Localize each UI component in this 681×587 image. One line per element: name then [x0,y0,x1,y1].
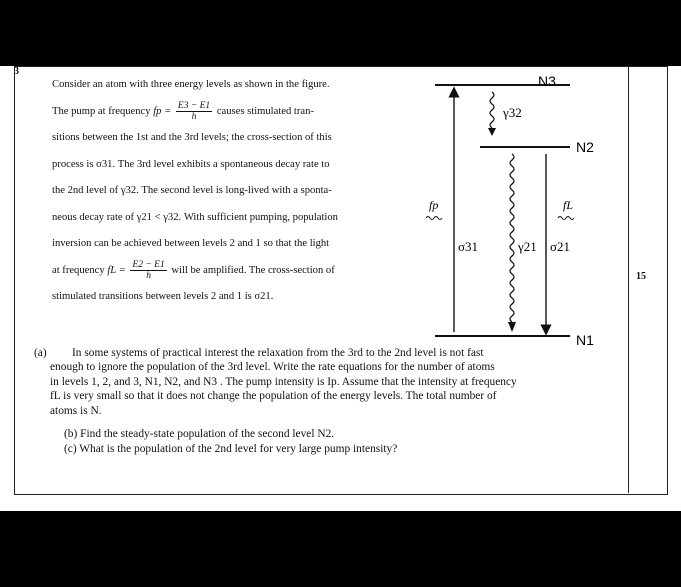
level-n1-label: N1 [576,332,594,348]
gamma21-label: γ21 [518,239,537,254]
pump-frequency-symbol: fp = [153,105,172,117]
intro-line: the 2nd level of γ32. The second level is long-lived with a sponta- [52,185,332,196]
marks-value: 15 [636,271,646,282]
intro-line-pump: The pump at frequency fp = $\frac{E3 - E1}{h}$ causes stimulated tran- [52,100,314,122]
fp-label: fp [429,198,439,212]
energy-level-diagram [420,66,630,366]
part-b: (b) Find the steady-state population of the second level N2. [64,428,335,440]
fp-wave-icon [426,217,442,220]
sigma31-label: σ31 [458,239,479,254]
intro-paragraph [52,72,402,311]
part-c: (c) What is the population of the 2nd level for very large pump intensity? [64,443,398,455]
gamma32-label: γ32 [503,105,522,120]
intro-line: stimulated transitions between levels 2 and 1 is σ21. [52,291,274,302]
decay-32-arrowhead [488,128,496,136]
decay-21-arrowhead [508,322,516,332]
part-a-line: enough to ignore the population of the 3rd level. Write the rate equations for the number of atoms [50,361,495,374]
pump-frequency-fraction: $\frac{E3 - E1}{h}$ [177,100,211,122]
part-a-text [50,346,624,418]
intro-line: neous decay rate of γ21 < γ32. With sufficient pumping, population [52,211,338,223]
fl-wave-icon [558,217,574,220]
decay-21-wavy-arrow [510,154,514,322]
level-n3-label: N3 [538,73,556,89]
level-n2-label: N2 [576,139,594,155]
part-a [34,346,624,418]
laser-frequency-symbol: fL = [107,264,126,276]
part-a-line: In some systems of practical interest the relaxation from the 3rd to the 2nd level is not fast [72,347,484,359]
sigma21-label: σ21 [550,239,571,254]
intro-line: sitions between the 1st and the 3rd levels; the cross-section of this [52,132,332,143]
fl-label: fL [563,198,574,212]
part-a-line: fL is very small so that it does not change the population of the energy levels. The total number of [50,390,497,403]
part-a-label: (a) [34,347,47,359]
part-a-line: atoms is N. [50,404,102,417]
question-number: 3 [14,66,19,77]
intro-line: process is σ31. The 3rd level exhibits a spontaneous decay rate to [52,158,330,170]
decay-32-wavy-arrow [490,92,494,128]
intro-line-laser: at frequency fL = $\frac{E2 - E1}{h}$ will be amplified. The cross-section of [52,259,335,281]
intro-line: inversion can be achieved between levels 2 and 1 so that the light [52,238,330,249]
intro-line: Consider an atom with three energy levels as shown in the figure. [52,79,330,90]
laser-frequency-fraction: $\frac{E2 - E1}{h}$ [132,259,165,281]
question-page [0,66,681,511]
part-a-line: in levels 1, 2, and 3, N1, N2, and N3 . The pump intensity is Ip. Assume that the intensity at frequency [50,375,517,388]
